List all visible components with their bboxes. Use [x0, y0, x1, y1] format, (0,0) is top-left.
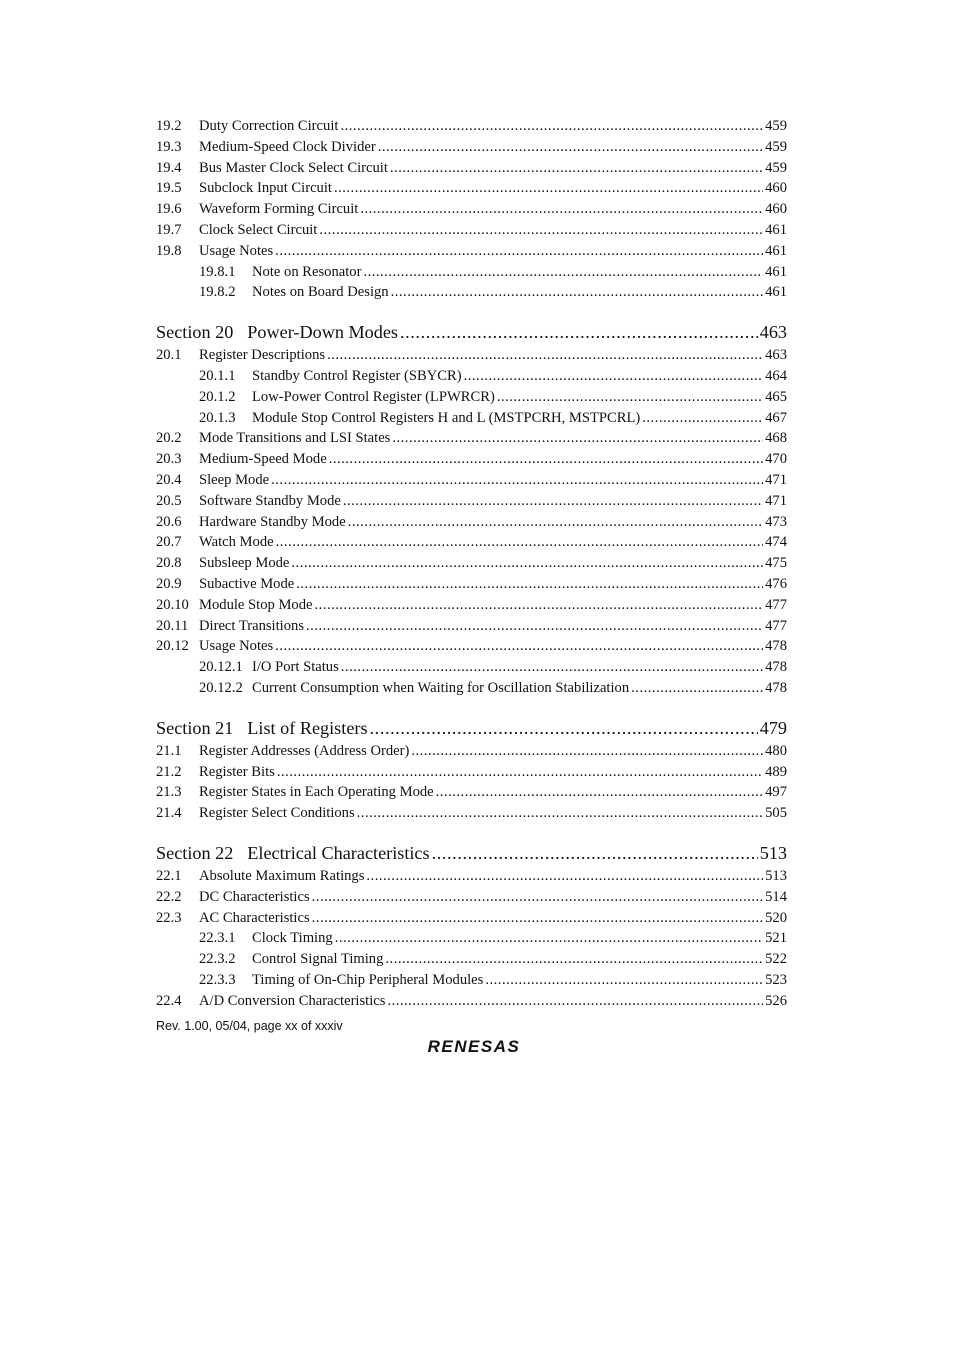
entry-number: 20.12.1	[199, 659, 243, 676]
leader-dots	[277, 762, 763, 783]
logo-wordmark: RENESAS	[427, 1037, 521, 1056]
toc-entry[interactable]	[156, 657, 787, 678]
toc-entry[interactable]	[156, 428, 787, 449]
leader-dots	[387, 991, 763, 1012]
entry-title: DC Characteristics	[199, 888, 310, 905]
toc-entry[interactable]	[156, 387, 787, 408]
entry-number: 20.10	[156, 596, 189, 613]
leader-dots	[275, 241, 763, 262]
entry-page: 474	[765, 534, 787, 551]
entry-number: 20.12.2	[199, 679, 243, 696]
toc-entry[interactable]	[156, 803, 787, 824]
entry-page: 464	[765, 367, 787, 384]
toc-entry[interactable]	[156, 616, 787, 637]
entry-page: 468	[765, 430, 787, 447]
entry-title: Subsleep Mode	[199, 555, 290, 572]
entry-page: 514	[765, 888, 787, 905]
entry-page: 467	[765, 409, 787, 426]
entry-title: Software Standby Mode	[199, 492, 341, 509]
entry-title: Note on Resonator	[252, 263, 362, 280]
toc-entry[interactable]	[156, 345, 787, 366]
entry-title: Duty Correction Circuit	[199, 118, 339, 134]
entry-page: 478	[765, 659, 787, 676]
table-of-contents	[156, 116, 787, 1011]
entry-number: 19.3	[156, 138, 182, 155]
entry-number: 20.9	[156, 575, 182, 592]
leader-dots	[631, 678, 763, 699]
entry-number: 22.3.3	[199, 971, 236, 988]
leader-dots	[306, 616, 763, 637]
toc-entry[interactable]	[156, 595, 787, 616]
leader-dots	[291, 553, 763, 574]
entry-page: 461	[765, 242, 787, 259]
toc-entry[interactable]	[156, 262, 787, 283]
toc-entry[interactable]	[156, 574, 787, 595]
entry-number: 20.1.3	[199, 409, 236, 426]
leader-dots	[334, 178, 763, 199]
section-number: Section 21	[156, 717, 234, 738]
leader-dots	[411, 741, 763, 762]
entry-number: 22.3.1	[199, 930, 236, 947]
section-title: List of Registers	[247, 717, 368, 738]
entry-number: 20.7	[156, 534, 182, 551]
entry-page: 480	[765, 742, 787, 759]
leader-dots	[319, 220, 763, 241]
entry-page: 522	[765, 951, 787, 968]
entry-title: I/O Port Status	[252, 659, 339, 676]
entry-title: Register Bits	[199, 763, 275, 780]
entry-number: 19.8.1	[199, 263, 236, 280]
entry-title: Absolute Maximum Ratings	[199, 867, 365, 884]
entry-number: 21.4	[156, 805, 182, 822]
entry-number: 20.4	[156, 471, 182, 488]
toc-entry[interactable]	[156, 970, 787, 991]
entry-page: 461	[765, 263, 787, 280]
leader-dots	[296, 574, 763, 595]
leader-dots	[378, 137, 763, 158]
section-number: Section 22	[156, 842, 234, 863]
entry-title: Register Addresses (Address Order)	[199, 742, 410, 759]
section-number: Section 20	[156, 322, 234, 343]
entry-number: 19.5	[156, 180, 182, 197]
section-page: 479	[759, 717, 787, 738]
entry-number: 20.5	[156, 492, 182, 509]
leader-dots	[329, 449, 763, 470]
leader-dots	[391, 282, 764, 303]
leader-dots	[366, 866, 763, 887]
toc-entry[interactable]	[156, 470, 787, 491]
entry-number: 20.11	[156, 617, 189, 634]
leader-dots	[400, 320, 758, 345]
toc-entry[interactable]	[156, 949, 787, 970]
entry-number: 19.8	[156, 242, 182, 259]
entry-title: Subactive Mode	[199, 575, 295, 592]
entry-title: Timing of On-Chip Peripheral Modules	[252, 971, 484, 988]
leader-dots	[436, 782, 763, 803]
toc-entry[interactable]	[156, 512, 787, 533]
toc-entry[interactable]	[156, 991, 787, 1012]
entry-number: 20.6	[156, 513, 182, 530]
toc-entry[interactable]	[156, 636, 787, 657]
section-title: Electrical Characteristics	[247, 842, 430, 863]
entry-page: 473	[765, 513, 787, 530]
entry-title: Standby Control Register (SBYCR)	[252, 367, 462, 384]
entry-title: Bus Master Clock Select Circuit	[199, 159, 388, 176]
leader-dots	[497, 387, 763, 408]
leader-dots	[271, 470, 763, 491]
entry-title: Mode Transitions and LSI States	[199, 430, 391, 447]
leader-dots	[432, 841, 758, 866]
entry-title: Usage Notes	[199, 242, 274, 259]
entry-page: 471	[765, 492, 787, 509]
leader-dots	[464, 366, 764, 387]
entry-number: 20.1.1	[199, 367, 236, 384]
entry-title: Module Stop Control Registers H and L (MSTPCRH, MSTPCRL)	[252, 409, 641, 426]
entry-page: 523	[765, 971, 787, 988]
leader-dots	[312, 908, 763, 929]
entry-title: Subclock Input Circuit	[199, 180, 332, 197]
entry-page: 478	[765, 638, 787, 655]
leader-dots	[360, 199, 763, 220]
entry-number: 21.3	[156, 784, 182, 801]
entry-title: Waveform Forming Circuit	[199, 201, 359, 218]
entry-title: Register States in Each Operating Mode	[199, 784, 434, 801]
entry-page: 463	[765, 347, 787, 364]
toc-entry[interactable]	[156, 782, 787, 803]
entry-title: AC Characteristics	[199, 909, 310, 926]
leader-dots	[370, 716, 758, 741]
entry-number: 20.3	[156, 451, 182, 468]
entry-number: 19.7	[156, 221, 182, 238]
toc-entry[interactable]	[156, 449, 787, 470]
toc-section-21[interactable]	[156, 716, 787, 741]
leader-dots	[392, 428, 763, 449]
entry-page: 478	[765, 679, 787, 696]
leader-dots	[363, 262, 763, 283]
entry-title: Low-Power Control Register (LPWRCR)	[252, 388, 495, 405]
toc-entry[interactable]	[156, 282, 787, 303]
toc-group-21	[156, 741, 787, 824]
leader-dots	[327, 345, 763, 366]
entry-page: 475	[765, 555, 787, 572]
toc-entry[interactable]	[156, 158, 787, 179]
toc-entry[interactable]	[156, 741, 787, 762]
entry-title: Module Stop Mode	[199, 596, 313, 613]
leader-dots	[385, 949, 763, 970]
entry-title: Current Consumption when Waiting for Oscillation Stabilization	[252, 679, 630, 696]
entry-number: 19.6	[156, 201, 182, 218]
entry-page: 460	[765, 201, 787, 218]
entry-number: 19.4	[156, 159, 182, 176]
section-page: 463	[759, 322, 787, 343]
toc-entry[interactable]	[156, 241, 787, 262]
entry-title: Medium-Speed Mode	[199, 451, 327, 468]
toc-entry[interactable]	[156, 137, 787, 158]
entry-title: Usage Notes	[199, 638, 274, 655]
toc-entry[interactable]	[156, 887, 787, 908]
entry-number: 22.2	[156, 888, 182, 905]
leader-dots	[357, 803, 763, 824]
toc-entry[interactable]	[156, 199, 787, 220]
entry-title: A/D Conversion Characteristics	[199, 992, 386, 1009]
entry-page: 477	[765, 596, 787, 613]
entry-page: 526	[765, 992, 787, 1009]
entry-page: 489	[765, 763, 787, 780]
leader-dots	[312, 887, 763, 908]
entry-page: 497	[765, 784, 787, 801]
page-footer: Rev. 1.00, 05/04, page xx of xxxiv	[156, 1019, 343, 1033]
entry-title: Hardware Standby Mode	[199, 513, 346, 530]
entry-title: Control Signal Timing	[252, 951, 384, 968]
leader-dots	[276, 532, 764, 553]
entry-number: 20.1.2	[199, 388, 236, 405]
entry-title: Register Select Conditions	[199, 805, 355, 822]
toc-entry[interactable]	[156, 220, 787, 241]
entry-number: 20.8	[156, 555, 182, 572]
entry-page: 471	[765, 471, 787, 488]
toc-entry[interactable]	[156, 678, 787, 699]
toc-entry[interactable]	[156, 908, 787, 929]
entry-title: Direct Transitions	[199, 617, 304, 634]
entry-number: 19.2	[156, 118, 182, 134]
leader-dots	[275, 636, 763, 657]
toc-group-22	[156, 866, 787, 1012]
entry-title: Register Descriptions	[199, 347, 326, 364]
toc-section-20[interactable]	[156, 320, 787, 345]
entry-number: 21.1	[156, 742, 182, 759]
entry-page: 513	[765, 867, 787, 884]
leader-dots	[341, 657, 763, 678]
entry-page: 520	[765, 909, 787, 926]
entry-page: 459	[765, 118, 787, 134]
entry-number: 20.12	[156, 638, 189, 655]
entry-page: 465	[765, 388, 787, 405]
renesas-logo	[413, 1036, 535, 1056]
leader-dots	[340, 116, 763, 137]
entry-page: 459	[765, 138, 787, 155]
entry-title: Watch Mode	[199, 534, 274, 551]
toc-entry[interactable]	[156, 762, 787, 783]
entry-page: 459	[765, 159, 787, 176]
toc-entry[interactable]	[156, 928, 787, 949]
leader-dots	[315, 595, 764, 616]
entry-number: 19.8.2	[199, 284, 236, 301]
toc-entry[interactable]	[156, 116, 787, 137]
toc-entry[interactable]	[156, 408, 787, 429]
toc-entry[interactable]	[156, 366, 787, 387]
toc-entry[interactable]	[156, 491, 787, 512]
entry-page: 461	[765, 221, 787, 238]
leader-dots	[343, 491, 763, 512]
section-title: Power-Down Modes	[247, 322, 398, 343]
leader-dots	[485, 970, 763, 991]
entry-number: 22.3	[156, 909, 182, 926]
entry-title: Clock Timing	[252, 930, 333, 947]
toc-entry[interactable]	[156, 532, 787, 553]
entry-title: Medium-Speed Clock Divider	[199, 138, 376, 155]
entry-number: 22.3.2	[199, 951, 236, 968]
leader-dots	[335, 928, 763, 949]
entry-page: 461	[765, 284, 787, 301]
entry-number: 22.1	[156, 867, 182, 884]
entry-title: Clock Select Circuit	[199, 221, 318, 238]
toc-group-20	[156, 345, 787, 699]
entry-page: 476	[765, 575, 787, 592]
entry-number: 22.4	[156, 992, 182, 1009]
toc-entry[interactable]	[156, 178, 787, 199]
entry-page: 521	[765, 930, 787, 947]
leader-dots	[642, 408, 763, 429]
entry-number: 20.1	[156, 347, 182, 364]
entry-page: 505	[765, 805, 787, 822]
section-page: 513	[759, 842, 787, 863]
toc-group-19	[156, 116, 787, 303]
entry-title: Sleep Mode	[199, 471, 270, 488]
leader-dots	[348, 512, 763, 533]
entry-number: 20.2	[156, 430, 182, 447]
entry-number: 21.2	[156, 763, 182, 780]
entry-page: 470	[765, 451, 787, 468]
entry-page: 460	[765, 180, 787, 197]
toc-entry[interactable]	[156, 866, 787, 887]
leader-dots	[390, 158, 763, 179]
entry-page: 477	[765, 617, 787, 634]
entry-title: Notes on Board Design	[252, 284, 389, 301]
toc-section-22[interactable]	[156, 841, 787, 866]
toc-entry[interactable]	[156, 553, 787, 574]
